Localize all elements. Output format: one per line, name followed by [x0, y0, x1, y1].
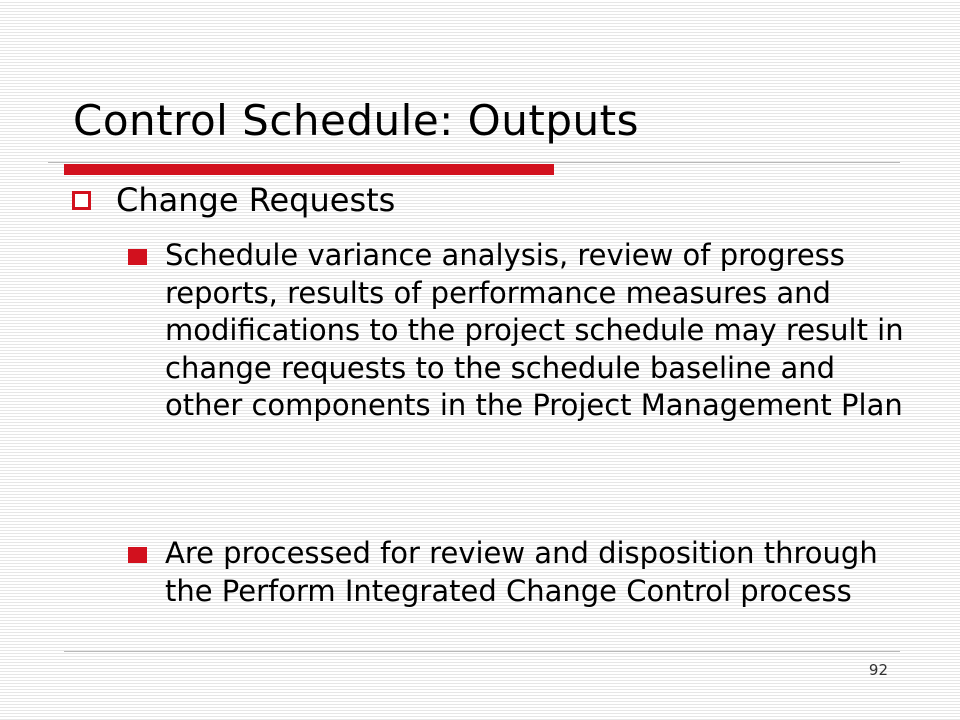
hollow-square-bullet-icon — [72, 191, 91, 210]
sub-bullet-schedule-variance — [128, 237, 910, 425]
bullet-text: Change Requests — [116, 181, 396, 219]
slide-title: Control Schedule: Outputs — [73, 96, 639, 145]
sub-bullet-text: Are processed for review and disposition through the Perform Integrated Change Control process — [165, 536, 878, 608]
slide-number: 92 — [868, 661, 888, 679]
footer-divider-line — [64, 651, 900, 652]
bullet-change-requests — [72, 178, 395, 222]
sub-bullet-text: Schedule variance analysis, review of progress reports, results of performance measures and modifications to the project schedule may result in change requests to the schedule baseline and other components in the Project Management Plan — [165, 238, 904, 422]
title-accent-bar — [64, 164, 554, 175]
sub-bullet-processed-for-review — [128, 535, 910, 610]
title-divider-line — [48, 162, 900, 163]
filled-square-bullet-icon — [128, 547, 147, 563]
filled-square-bullet-icon — [128, 249, 147, 265]
